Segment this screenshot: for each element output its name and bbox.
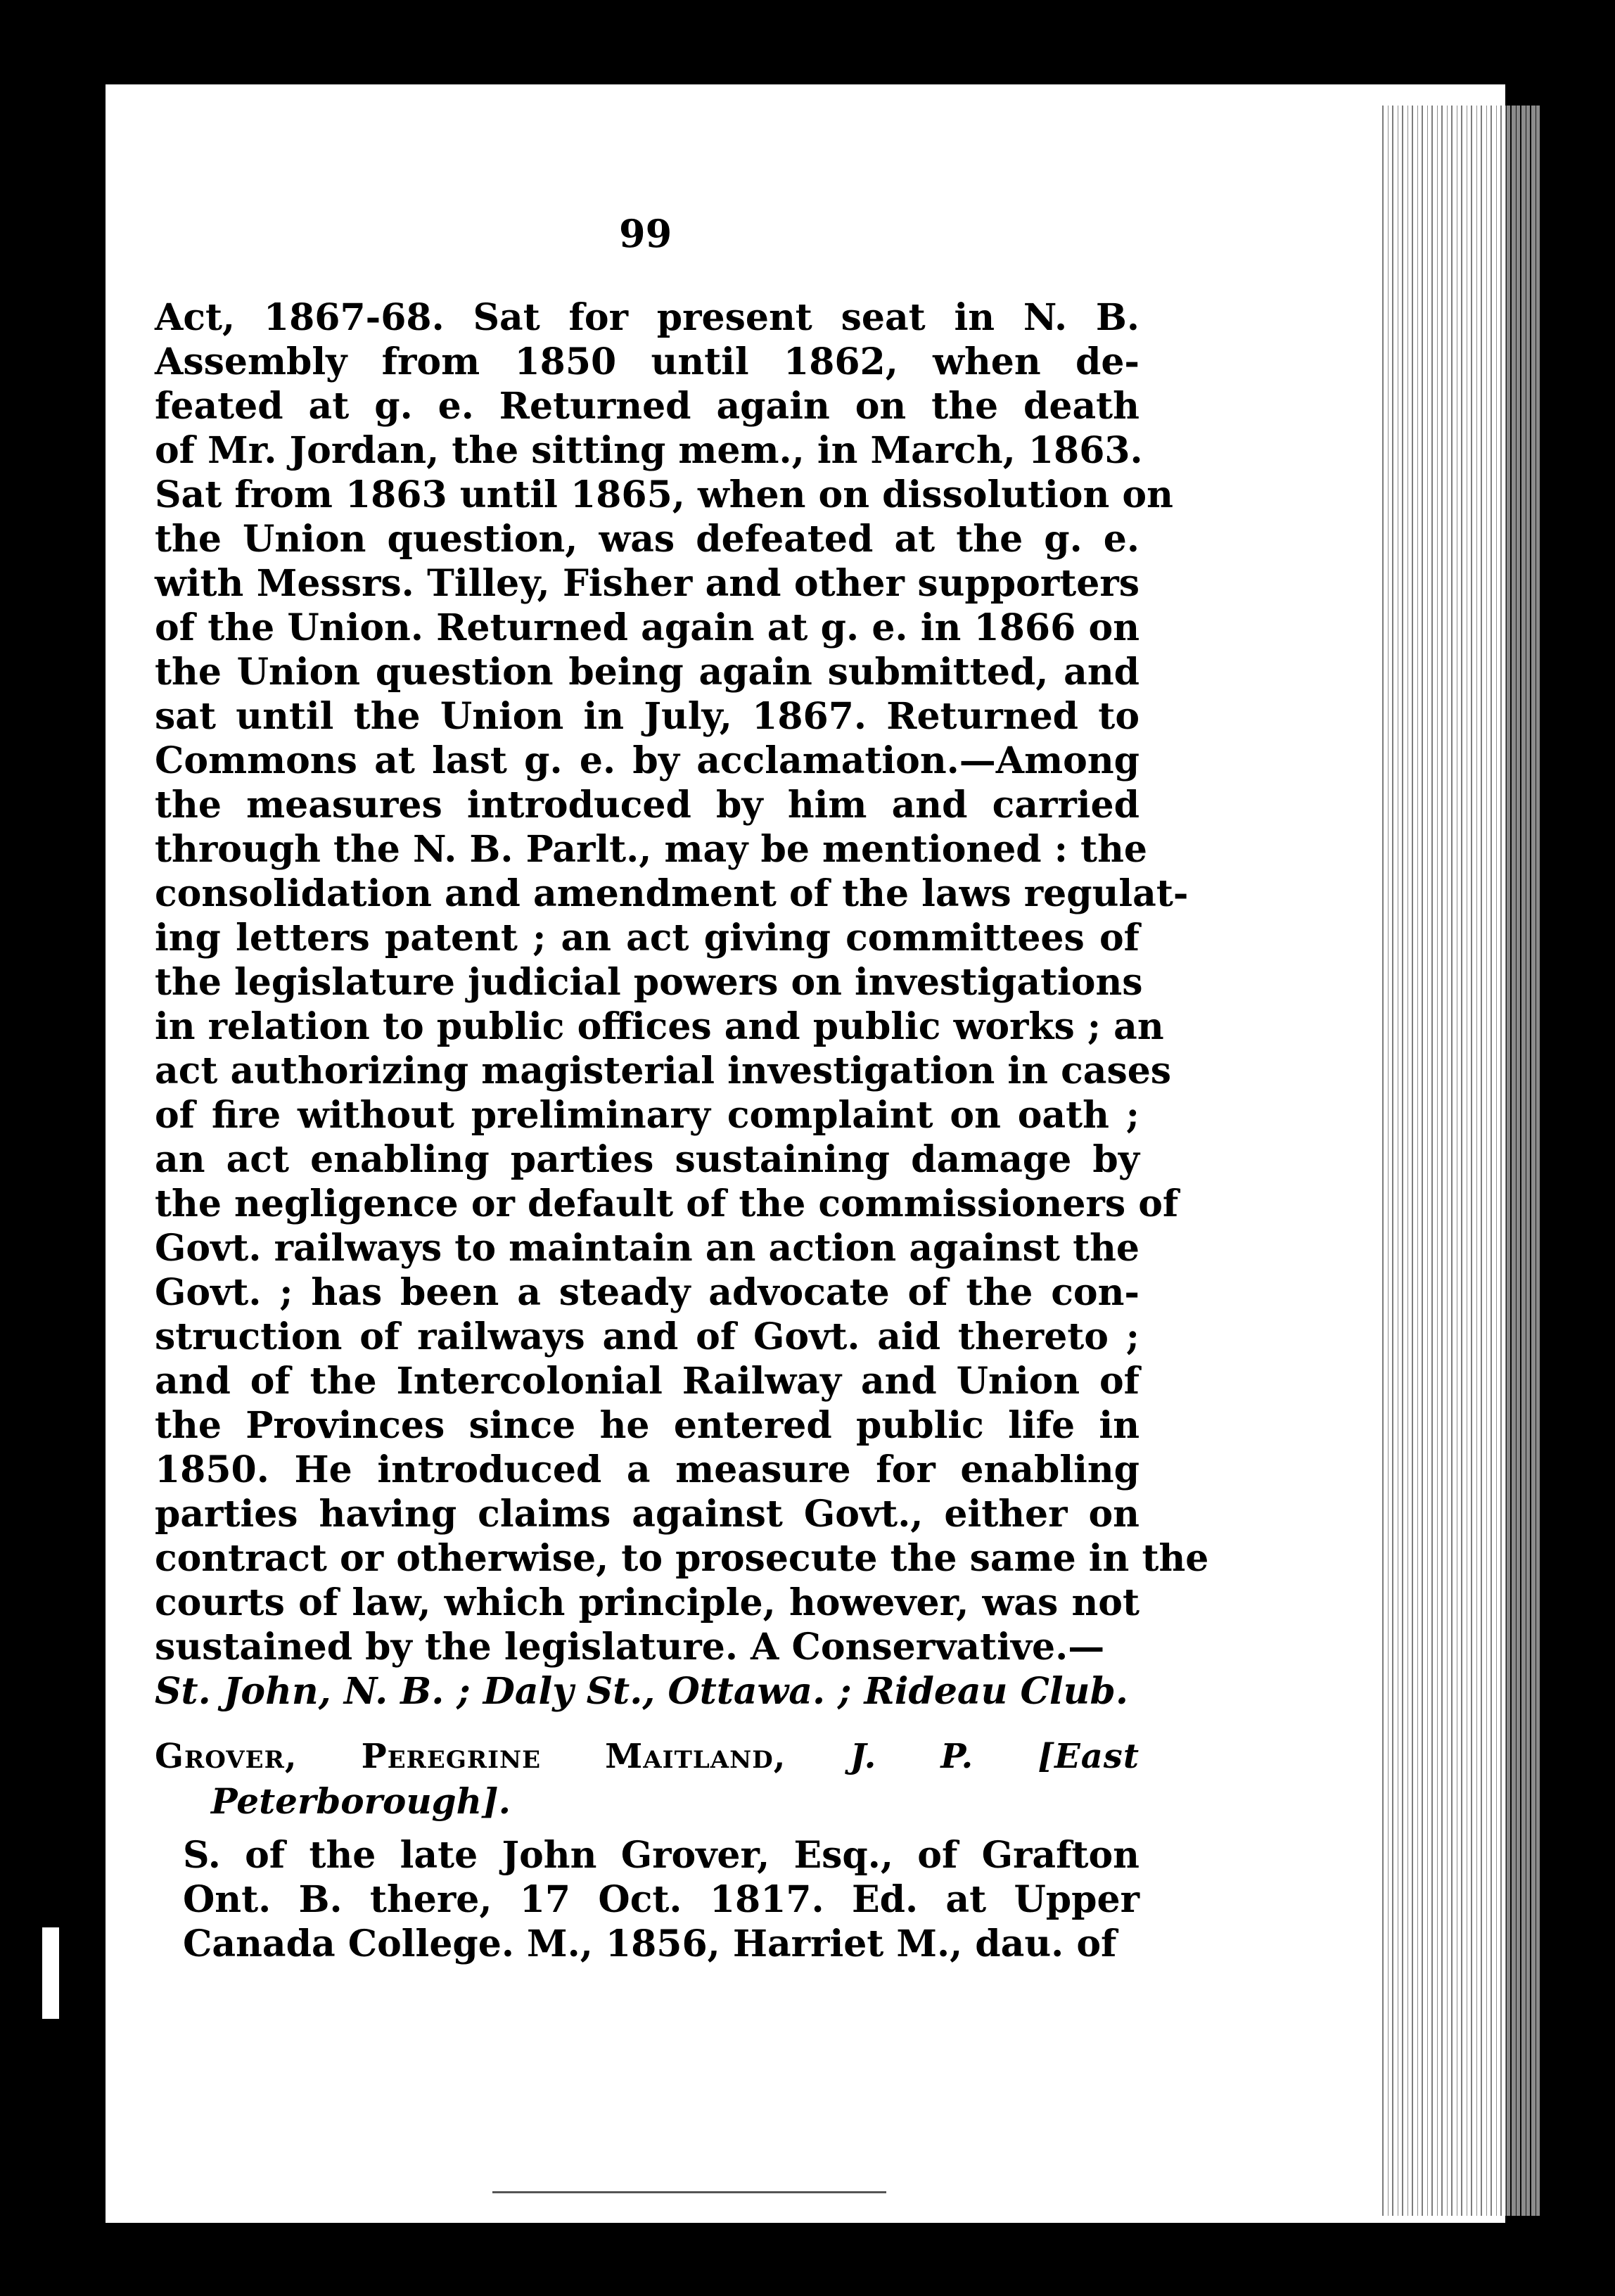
text-line: Commons at last g. e. by acclamation.—Among: [155, 739, 1140, 782]
text-line: through the N. B. Parlt., may be mentioned : the: [155, 828, 1147, 871]
text-line: with Messrs. Tilley, Fisher and other supporters: [155, 562, 1140, 605]
text-line: Canada College. M., 1856, Harriet M., dau. of: [183, 1922, 1117, 1965]
text-line: S. of the late John Grover, Esq., of Grafton: [183, 1834, 1140, 1877]
text-line: 1850. He introduced a measure for enabling: [155, 1448, 1140, 1491]
text-line: the Provinces since he entered public life in: [155, 1404, 1140, 1447]
text-line: Govt. railways to maintain an action against the: [155, 1227, 1140, 1270]
text-line: sustained by the legislature. A Conservative.—: [155, 1626, 1105, 1669]
text-line: of fire without preliminary complaint on oath ;: [155, 1094, 1140, 1137]
text-line: courts of law, which principle, however, was not: [155, 1581, 1140, 1624]
binding-mark: [42, 1927, 59, 2019]
text-line: sat until the Union in July, 1867. Returned to: [155, 695, 1140, 738]
text-line: the negligence or default of the commissioners of: [155, 1182, 1179, 1225]
text-line: Sat from 1863 until 1865, when on dissolution on: [155, 473, 1173, 516]
text-line: Ont. B. there, 17 Oct. 1817. Ed. at Upper: [183, 1878, 1140, 1921]
page-edge-texture: [1379, 106, 1540, 2216]
text-line: Govt. ; has been a steady advocate of the con-: [155, 1271, 1140, 1314]
biography-paragraph: [155, 295, 1209, 1669]
text-line: the measures introduced by him and carried: [155, 784, 1140, 827]
text-line: Assembly from 1850 until 1862, when de-: [155, 340, 1140, 383]
text-line: an act enabling parties sustaining damage by: [155, 1138, 1140, 1181]
text-line: of the Union. Returned again at g. e. in 1866 on: [155, 606, 1140, 649]
entry-paragraph: [155, 1833, 1140, 1966]
footer-rule: [492, 2191, 886, 2193]
entry-constituency-close: Peterborough].: [211, 1780, 511, 1822]
text-line: feated at g. e. Returned again on the death: [155, 385, 1140, 428]
text-line: of Mr. Jordan, the sitting mem., in March, 1863.: [155, 429, 1143, 472]
text-line: ing letters patent ; an act giving committees of: [155, 917, 1140, 959]
entry-constituency-open: [East: [1038, 1737, 1140, 1776]
text-line: Act, 1867-68. Sat for present seat in N. B.: [155, 296, 1140, 339]
text-line: the legislature judicial powers on investigations: [155, 961, 1143, 1004]
text-line: struction of railways and of Govt. aid thereto ;: [155, 1315, 1140, 1358]
text-line: contract or otherwise, to prosecute the same in the: [155, 1537, 1209, 1580]
entry-title: J. P.: [850, 1737, 974, 1776]
text-line: act authorizing magisterial investigation in cases: [155, 1050, 1172, 1092]
page-body: [155, 295, 1209, 1966]
text-line: consolidation and amendment of the laws regulat-: [155, 872, 1189, 915]
text-line: and of the Intercolonial Railway and Union of: [155, 1360, 1140, 1403]
text-line: parties having claims against Govt., either on: [155, 1493, 1140, 1536]
text-line: the Union question, was defeated at the g. e.: [155, 518, 1140, 561]
page-number: 99: [619, 211, 672, 256]
entry-heading: [155, 1735, 1140, 1779]
entry-name: Grover, Peregrine Maitland,: [155, 1737, 786, 1776]
text-line: the Union question being again submitted, and: [155, 651, 1140, 694]
text-line: in relation to public offices and public works ; an: [155, 1005, 1164, 1048]
address-line: St. John, N. B. ; Daly St., Ottawa. ; Rideau Club.: [155, 1670, 1128, 1713]
